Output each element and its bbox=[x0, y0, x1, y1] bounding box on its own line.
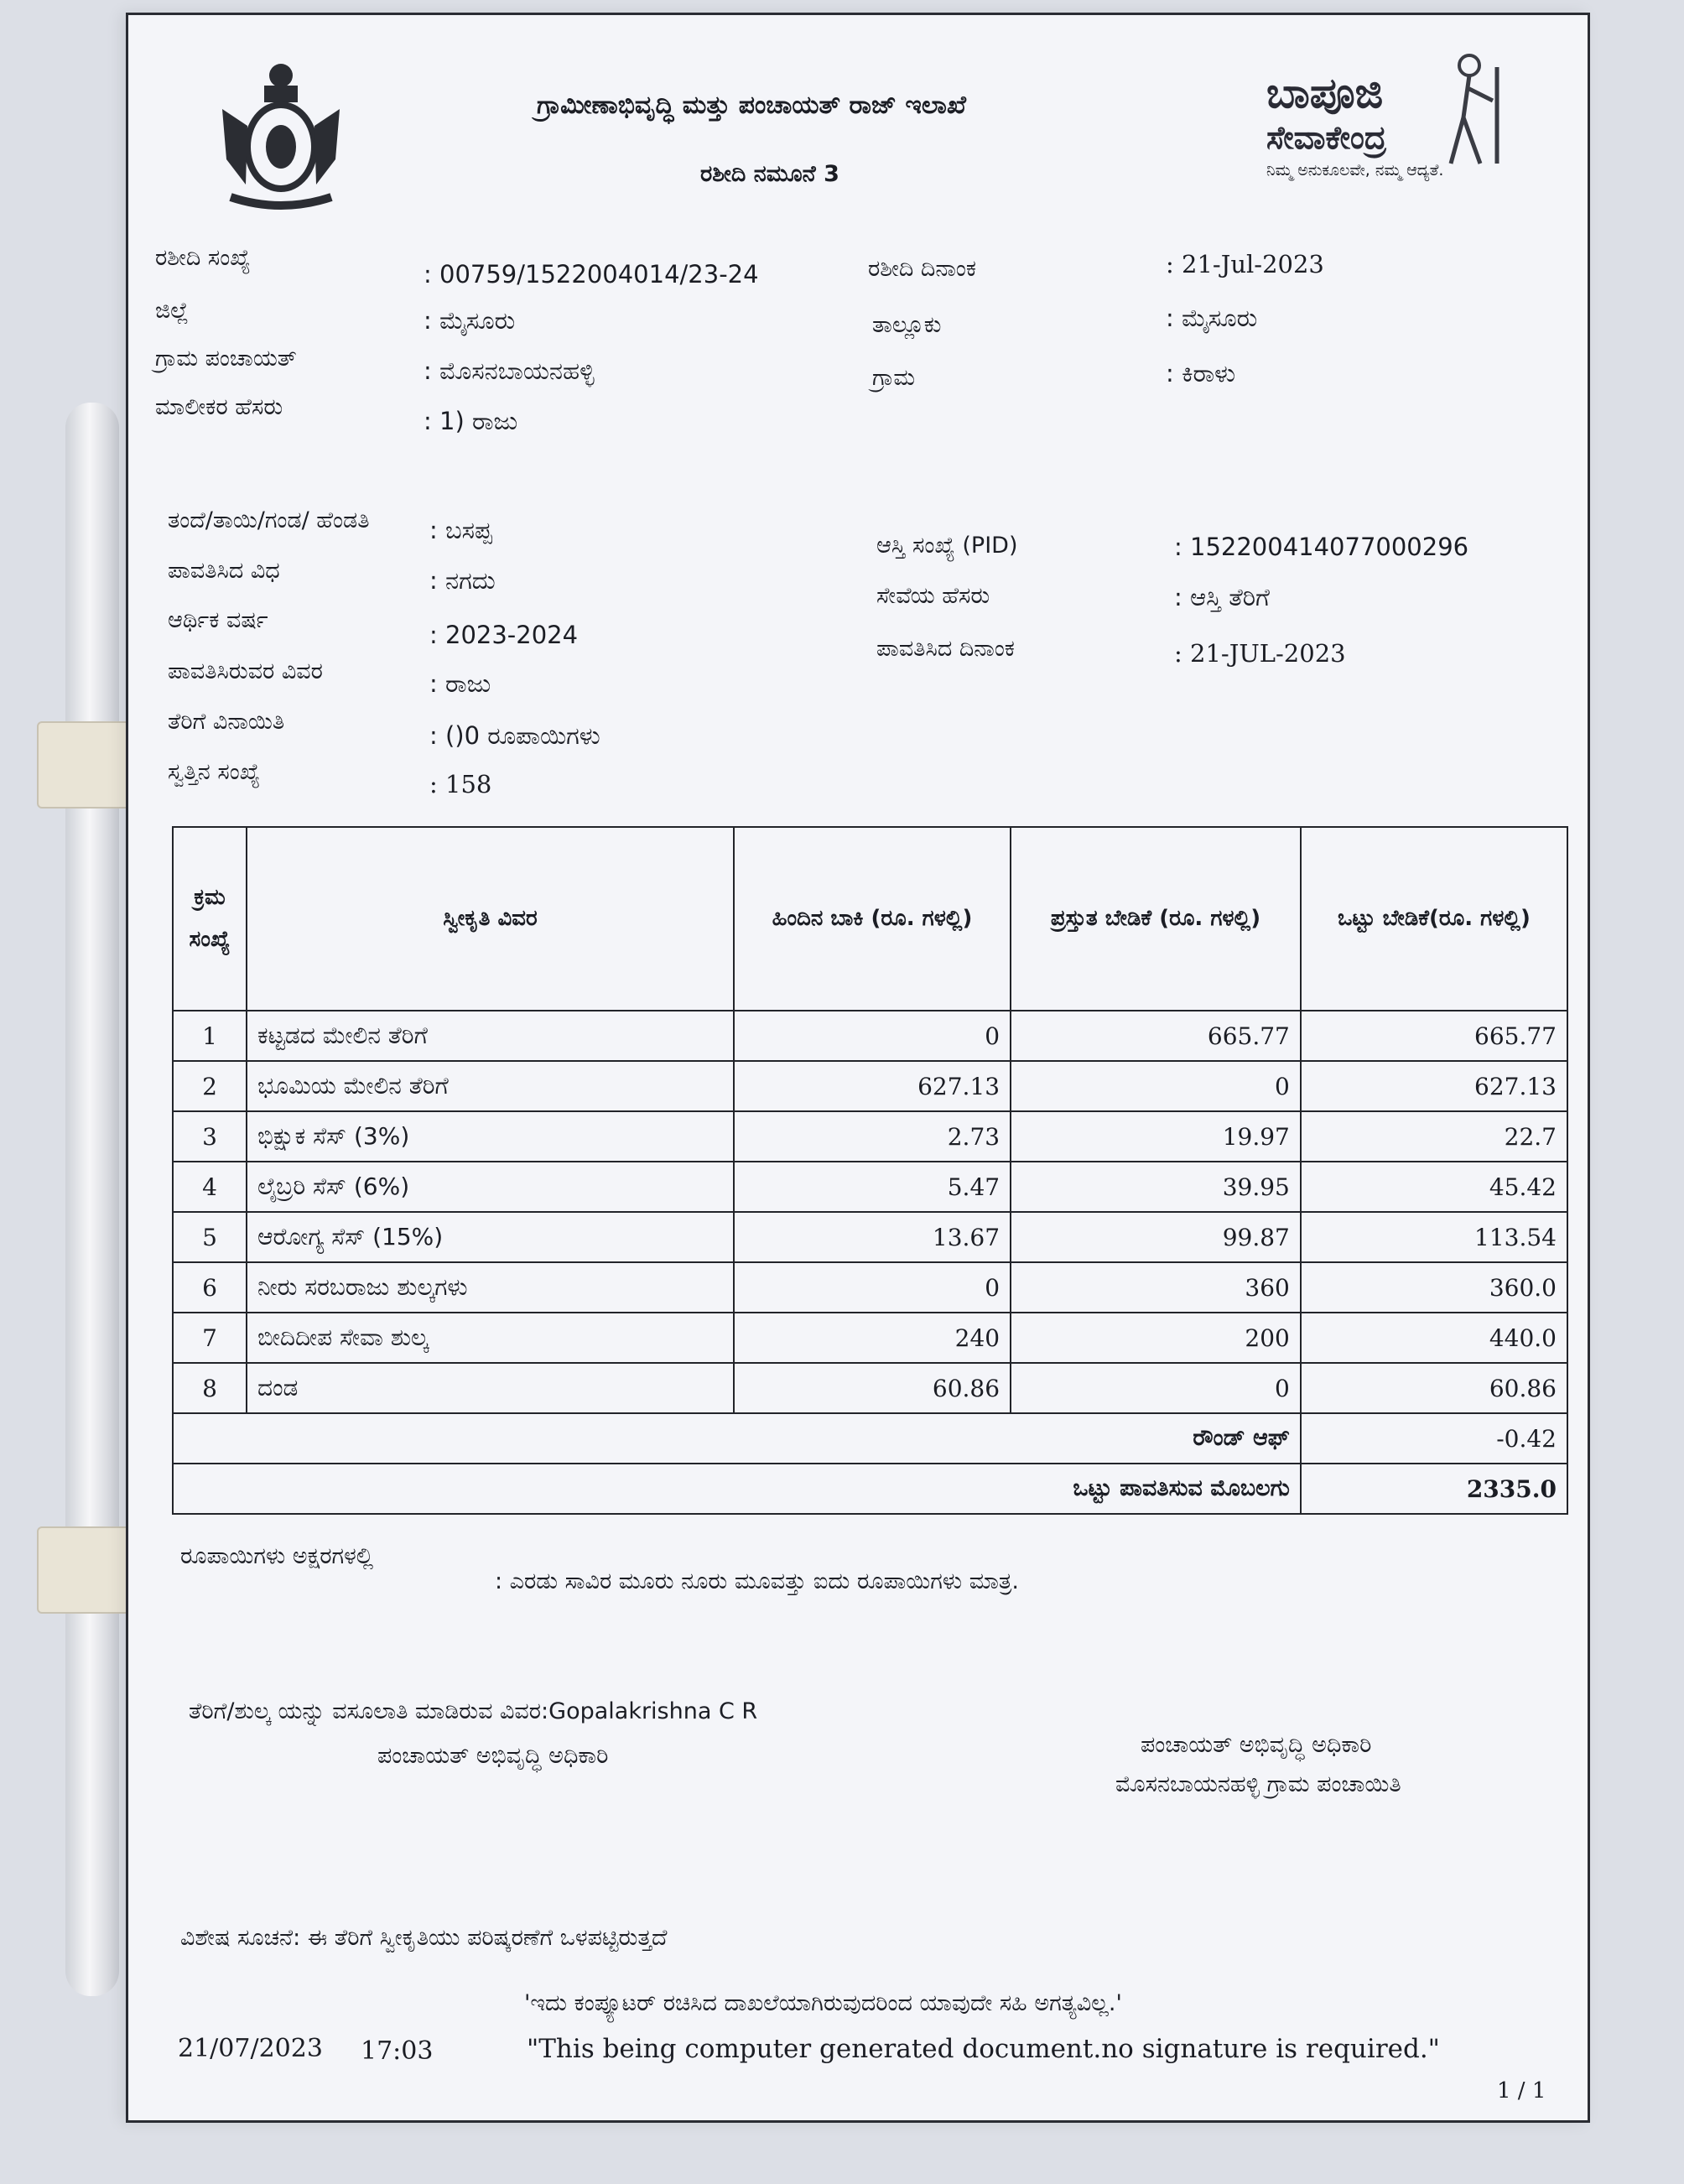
district-value: : ಮೈಸೂರು bbox=[424, 306, 516, 335]
row-description: ಬೀದಿದೀಪ ಸೇವಾ ಶುಲ್ಕ bbox=[247, 1313, 734, 1363]
row-description: ಕಟ್ಟಡದ ಮೇಲಿನ ತೆರಿಗೆ bbox=[247, 1011, 734, 1061]
state-emblem-icon bbox=[205, 59, 356, 214]
row-previous-balance: 2.73 bbox=[734, 1111, 1011, 1162]
detail-label: ಆಸ್ತಿ ಸಂಖ್ಯೆ (PID) bbox=[876, 533, 1018, 559]
taluk-value: : ಮೈಸೂರು bbox=[1166, 304, 1258, 332]
row-serial: 4 bbox=[173, 1162, 247, 1212]
table-row bbox=[173, 1162, 1567, 1212]
officer-designation: ಪಂಚಾಯತ್ ಅಭಿವೃದ್ಧಿ ಅಧಿಕಾರಿ bbox=[377, 1743, 609, 1769]
round-off-row bbox=[173, 1413, 1567, 1464]
row-serial: 7 bbox=[173, 1313, 247, 1363]
gram-panchayat-value: : ಮೊಸನಬಾಯನಹಳ್ಳಿ bbox=[424, 356, 595, 385]
department-title: ಗ್ರಾಮೀಣಾಭಿವೃದ್ಧಿ ಮತ್ತು ಪಂಚಾಯತ್ ರಾಜ್ ಇಲಾಖೆ bbox=[537, 91, 966, 120]
row-current-demand: 19.97 bbox=[1011, 1111, 1301, 1162]
row-description: ಭೂಮಿಯ ಮೇಲಿನ ತೆರಿಗೆ bbox=[247, 1061, 734, 1111]
table-header-row bbox=[173, 827, 1567, 1011]
row-current-demand: 0 bbox=[1011, 1363, 1301, 1413]
detail-label: ಸೇವೆಯ ಹೆಸರು bbox=[876, 583, 990, 609]
parent-spouse-value: : ಬಸಪ್ಪ bbox=[429, 516, 492, 544]
table-row bbox=[173, 1262, 1567, 1313]
detail-label: ಪಾವತಿಸಿದ ವಿಧ bbox=[168, 558, 280, 584]
row-current-demand: 360 bbox=[1011, 1262, 1301, 1313]
row-current-demand: 200 bbox=[1011, 1313, 1301, 1363]
table-row bbox=[173, 1313, 1567, 1363]
row-previous-balance: 240 bbox=[734, 1313, 1011, 1363]
computer-generated-note-kannada: 'ಇದು ಕಂಪ್ಯೂಟರ್ ರಚಿಸಿದ ದಾಖಲೆಯಾಗಿರುವುದರಿಂದ ಯಾವುದೇ ಸಹಿ ಅಗತ್ಯವಿಲ್ಲ.' bbox=[524, 1990, 1122, 2016]
walking-figure-icon bbox=[1426, 50, 1514, 168]
detail-label: ತೆರಿಗೆ ವಿನಾಯಿತಿ bbox=[168, 709, 285, 735]
owner-name-value: : 1) ರಾಜು bbox=[424, 407, 518, 435]
row-description: ದಂಡ bbox=[247, 1363, 734, 1413]
receipt-date-value: : 21-Jul-2023 bbox=[1166, 250, 1324, 278]
payment-date-value: : 21-JUL-2023 bbox=[1174, 639, 1346, 668]
detail-label: ಮಾಲೀಕರ ಹೆಸರು bbox=[155, 394, 283, 420]
table-row bbox=[173, 1363, 1567, 1413]
detail-label: ಗ್ರಾಮ ಪಂಚಾಯತ್ bbox=[155, 346, 297, 372]
row-previous-balance: 13.67 bbox=[734, 1212, 1011, 1262]
detail-label: ರಶೀದಿ ಸಂಖ್ಯೆ bbox=[155, 245, 251, 271]
row-total-demand: 440.0 bbox=[1301, 1313, 1567, 1363]
row-description: ಭಿಕ್ಷುಕ ಸೆಸ್ (3%) bbox=[247, 1111, 734, 1162]
header-current-demand: ಪ್ರಸ್ತುತ ಬೇಡಿಕೆ (ರೂ. ಗಳಲ್ಲಿ) bbox=[1011, 827, 1301, 1011]
row-total-demand: 113.54 bbox=[1301, 1212, 1567, 1262]
table-row bbox=[173, 1011, 1567, 1061]
signing-officer-place: ಮೊಸನಬಾಯನಹಳ್ಳಿ ಗ್ರಾಮ ಪಂಚಾಯಿತಿ bbox=[1115, 1771, 1401, 1797]
grand-total-label: ಒಟ್ಟು ಪಾವತಿಸುವ ಮೊಬಲಗು bbox=[173, 1464, 1301, 1514]
detail-label: ತಂದೆ/ತಾಯಿ/ಗಂಡ/ ಹೆಂಡತಿ bbox=[168, 507, 370, 533]
row-total-demand: 60.86 bbox=[1301, 1363, 1567, 1413]
grand-total-value: 2335.0 bbox=[1301, 1464, 1567, 1514]
detail-label: ಆರ್ಥಿಕ ವರ್ಷ bbox=[168, 607, 268, 633]
row-current-demand: 39.95 bbox=[1011, 1162, 1301, 1212]
row-serial: 3 bbox=[173, 1111, 247, 1162]
detail-label: ಜಿಲ್ಲೆ bbox=[155, 298, 189, 324]
row-previous-balance: 5.47 bbox=[734, 1162, 1011, 1212]
payment-mode-value: : ನಗದು bbox=[429, 566, 496, 595]
special-note: ವಿಶೇಷ ಸೂಚನೆ: ಈ ತೆರಿಗೆ ಸ್ವೀಕೃತಿಯು ಪರಿಷ್ಕರಣೆಗೆ ಒಳಪಟ್ಟಿರುತ್ತದೆ bbox=[180, 1925, 668, 1951]
round-off-label: ರೌಂಡ್ ಆಫ್ bbox=[173, 1413, 1301, 1464]
detail-label: ಪಾವತಿಸಿರುವರ ವಿವರ bbox=[168, 658, 323, 684]
row-total-demand: 22.7 bbox=[1301, 1111, 1567, 1162]
amount-in-words-value: : ಎರಡು ಸಾವಿರ ಮೂರು ನೂರು ಮೂವತ್ತು ಐದು ರೂಪಾಯಿಗಳು ಮಾತ್ರ. bbox=[495, 1568, 1019, 1594]
table-row bbox=[173, 1111, 1567, 1162]
form-title: ರಶೀದಿ ನಮೂನೆ 3 bbox=[700, 161, 839, 187]
page-number: 1 / 1 bbox=[1497, 2078, 1546, 2103]
table-row bbox=[173, 1061, 1567, 1111]
print-date: 21/07/2023 bbox=[178, 2034, 323, 2063]
binder-strip bbox=[65, 403, 119, 1996]
computer-generated-note-english: "This being computer generated document.no signature is required." bbox=[527, 2034, 1440, 2064]
round-off-value: -0.42 bbox=[1301, 1413, 1567, 1464]
logo-subtitle: ಸೇವಾಕೇಂದ್ರ bbox=[1266, 119, 1387, 156]
row-previous-balance: 627.13 bbox=[734, 1061, 1011, 1111]
property-number-value: : 158 bbox=[429, 770, 492, 798]
row-serial: 5 bbox=[173, 1212, 247, 1262]
table-row bbox=[173, 1212, 1567, 1262]
row-serial: 2 bbox=[173, 1061, 247, 1111]
detail-label: ಗ್ರಾಮ bbox=[872, 365, 916, 391]
header-serial: ಕ್ರಮ ಸಂಖ್ಯೆ bbox=[173, 827, 247, 1011]
row-description: ಆರೋಗ್ಯ ಸೆಸ್ (15%) bbox=[247, 1212, 734, 1262]
row-total-demand: 627.13 bbox=[1301, 1061, 1567, 1111]
print-time: 17:03 bbox=[361, 2036, 434, 2066]
collector-details: ತೆರಿಗೆ/ಶುಲ್ಕ ಯನ್ನು ವಸೂಲಾತಿ ಮಾಡಿರುವ ವಿವರ:Gopalakrishna C R bbox=[189, 1698, 758, 1724]
amount-in-words-label: ರೂಪಾಯಿಗಳು ಅಕ್ಷರಗಳಲ್ಲಿ bbox=[180, 1543, 374, 1569]
row-current-demand: 0 bbox=[1011, 1061, 1301, 1111]
row-current-demand: 665.77 bbox=[1011, 1011, 1301, 1061]
receipt-number: : 00759/1522004014/23-24 bbox=[424, 260, 759, 289]
row-total-demand: 665.77 bbox=[1301, 1011, 1567, 1061]
row-previous-balance: 60.86 bbox=[734, 1363, 1011, 1413]
property-id-value: : 152200414077000296 bbox=[1174, 533, 1469, 561]
detail-label: ರಶೀದಿ ದಿನಾಂಕ bbox=[868, 256, 976, 282]
row-serial: 8 bbox=[173, 1363, 247, 1413]
logo-tagline: ನಿಮ್ಮ ಅನುಕೂಲವೇ, ನಮ್ಮ ಆದ್ಯತೆ. bbox=[1266, 161, 1444, 179]
detail-label: ಸ್ವತ್ತಿನ ಸಂಖ್ಯೆ bbox=[168, 759, 261, 785]
village-value: : ಕಿರಾಳು bbox=[1166, 359, 1236, 387]
service-name-value: : ಆಸ್ತಿ ತೆರಿಗೆ bbox=[1174, 583, 1270, 611]
detail-label: ಪಾವತಿಸಿದ ದಿನಾಂಕ bbox=[876, 636, 1015, 662]
receipt-table bbox=[172, 826, 1568, 1515]
payer-details-value: : ರಾಜು bbox=[429, 669, 491, 698]
financial-year-value: : 2023-2024 bbox=[429, 621, 579, 649]
row-previous-balance: 0 bbox=[734, 1262, 1011, 1313]
header-total-demand: ಒಟ್ಟು ಬೇಡಿಕೆ(ರೂ. ಗಳಲ್ಲಿ) bbox=[1301, 827, 1567, 1011]
row-total-demand: 360.0 bbox=[1301, 1262, 1567, 1313]
row-description: ನೀರು ಸರಬರಾಜು ಶುಲ್ಕಗಳು bbox=[247, 1262, 734, 1313]
signing-officer-title: ಪಂಚಾಯತ್ ಅಭಿವೃದ್ಧಿ ಅಧಿಕಾರಿ bbox=[1141, 1732, 1372, 1758]
logo-name: ಬಾಪೂಜಿ bbox=[1266, 69, 1384, 117]
row-serial: 6 bbox=[173, 1262, 247, 1313]
row-current-demand: 99.87 bbox=[1011, 1212, 1301, 1262]
row-total-demand: 45.42 bbox=[1301, 1162, 1567, 1212]
row-serial: 1 bbox=[173, 1011, 247, 1061]
grand-total-row bbox=[173, 1464, 1567, 1514]
detail-label: ತಾಲ್ಲೂಕು bbox=[872, 312, 942, 338]
row-description: ಲೈಬ್ರರಿ ಸೆಸ್ (6%) bbox=[247, 1162, 734, 1212]
header-previous-balance: ಹಿಂದಿನ ಬಾಕಿ (ರೂ. ಗಳಲ್ಲಿ) bbox=[734, 827, 1011, 1011]
row-previous-balance: 0 bbox=[734, 1011, 1011, 1061]
header-description: ಸ್ವೀಕೃತಿ ವಿವರ bbox=[247, 827, 734, 1011]
tax-exemption-value: : ()0 ರೂಪಾಯಿಗಳು bbox=[429, 721, 600, 750]
